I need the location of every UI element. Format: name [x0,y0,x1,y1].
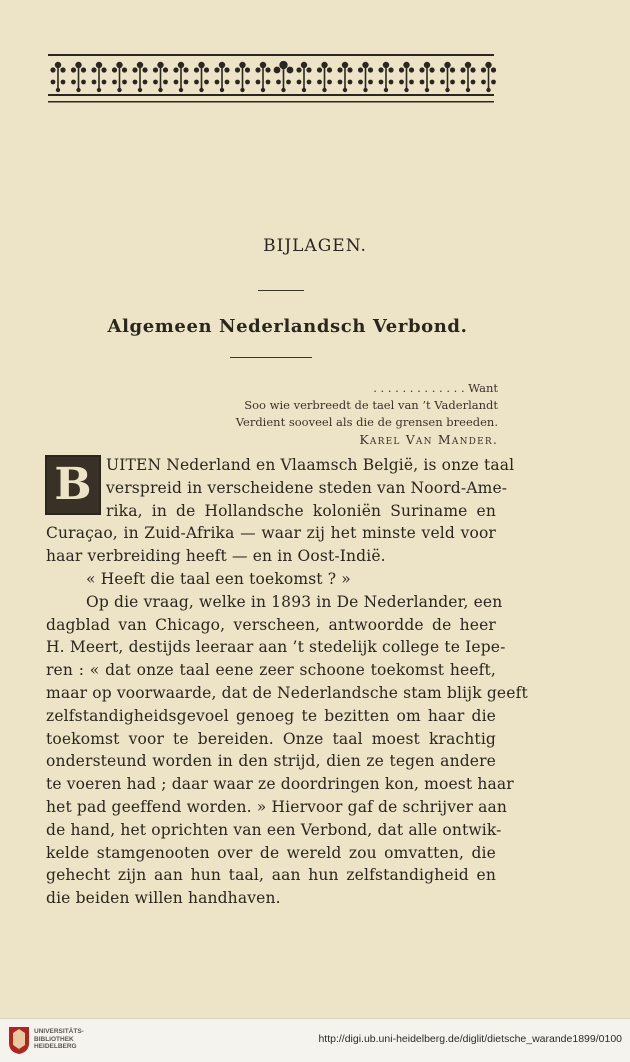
text-line: te voeren had ; daar waar ze doordringen kon, moest haar [46,775,514,794]
ornament-flourish [306,67,311,72]
ornament-flourish [219,62,225,68]
text-line: rika, in de Hollandsche koloniën Suriname en [106,501,496,520]
ornament-flourish [143,80,148,85]
body-text [46,454,528,910]
ornament-flourish [429,67,434,72]
ornament-flourish [327,80,332,85]
ornament-flourish [467,68,469,88]
ornament-flourish [384,88,388,92]
ornament-flourish [450,80,455,85]
text-line: verspreid in verscheidene steden van Noord-Ame- [106,478,508,497]
text-line: « Heeft die taal een toekomst ? » [86,569,351,588]
ornament-flourish [368,67,373,72]
ornament-flourish [174,80,179,85]
ornament-flourish [71,80,76,85]
ornament-flourish [385,68,387,88]
ornament-flourish [173,67,178,72]
ornament-flourish [201,68,203,88]
text-line: maar op voorwaarde, dat de Nederlandsche stam blijk geeft [46,683,528,702]
ornament-flourish [327,67,332,72]
ornament-flourish [466,88,470,92]
ornament-flourish [160,68,162,88]
ornament-flourish [194,80,199,85]
ornament-flourish [324,68,326,88]
ornament-flourish [286,80,291,85]
ornament-flourish [363,88,367,92]
ornament-flourish [460,67,465,72]
ornament-flourish [71,67,76,72]
ornament-flourish [96,62,102,68]
text-line: H. Meert, destijds leeraar aan ’t stedelijk college te Iepe- [46,638,506,657]
ornament-flourish [112,67,117,72]
ornament-flourish [409,67,414,72]
ornament-flourish [163,67,168,72]
ornament-flourish [98,68,100,88]
ornament-flourish [56,88,60,92]
ornament-flourish [343,88,347,92]
text-line: zelfstandigheidsgevoel genoeg te bezitten om haar die [46,706,496,725]
ornament-flourish [348,80,353,85]
ornament-flourish [183,67,188,72]
ornament-flourish [424,62,430,68]
ornament-flourish [440,80,445,85]
ornament-flourish [488,68,490,88]
ornament-flourish [178,62,184,68]
ornament-flourish [261,88,265,92]
text-line: Curaçao, in Zuid-Afrika — waar zij het minste veld voor [46,524,496,543]
ornament-flourish [119,68,121,88]
ornament-flourish [76,88,80,92]
ornament-flourish [358,67,363,72]
text-line: kelde stamgenooten over de wereld zou omvatten, die [46,843,496,862]
ornament-flourish [337,67,342,72]
ornament-flourish [157,62,163,68]
ornament-flourish [163,80,168,85]
ornament-flourish [399,80,404,85]
ornament-flourish [139,68,141,88]
ornament-flourish [221,68,223,88]
text-line: toekomst voor te bereiden. Onze taal moest krachtig [46,729,496,748]
ornament-flourish [117,88,121,92]
ornament-flourish [419,67,424,72]
ornament-flourish [55,62,61,68]
ornament-flourish [75,62,81,68]
ornament-flourish [344,68,346,88]
ornament-flourish [220,88,224,92]
permalink[interactable]: http://digi.ub.uni-heidelberg.de/diglit/dietsche_warande1899/0100 [318,1033,622,1045]
ornament-flourish [440,67,445,72]
ornament-flourish [78,68,80,88]
ornament-flourish [491,80,496,85]
ornament-flourish [198,62,204,68]
ornament-flourish [214,67,219,72]
ornament-flourish [240,88,244,92]
ornament-flourish [450,67,455,72]
ornament-flourish [287,67,294,74]
ornament-flourish [235,67,240,72]
text-line: het pad geeffend worden. » Hiervoor gaf de schrijver aan [46,797,508,816]
ornament-flourish [470,67,475,72]
ornament-flourish [60,67,65,72]
text-line: die beiden willen handhaven. [46,889,281,908]
ornament-flourish [283,68,285,88]
ornament-flourish [383,62,389,68]
ornament-flourish [485,62,491,68]
ornament-flourish [301,62,307,68]
ornament-flourish [266,80,271,85]
ornament-flourish [403,62,409,68]
ornament-flourish [97,88,101,92]
ornament-flourish [245,80,250,85]
ornament-flourish [321,62,327,68]
ornament-flourish [426,68,428,88]
ornament-flourish [342,62,348,68]
ornament-flourish [481,67,486,72]
text-line: dagblad van Chicago, verscheen, antwoordde de heer [46,615,496,634]
ornament-flourish [358,80,363,85]
ornament-flourish [338,80,343,85]
ornament-flourish [116,62,122,68]
ornament-flourish [137,62,143,68]
ornament-flourish [296,67,301,72]
ornament-flourish [57,68,59,88]
ornament-flourish [102,80,107,85]
epigraph-line: . . . . . . . . . . . . . Want [373,381,498,395]
ornament-flourish [362,62,368,68]
ornament-flourish [279,61,287,69]
text-line: de hand, het oprichten van een Verbond, dat alle ontwik- [46,820,502,839]
ornament-flourish [302,88,306,92]
text-line: Op die vraag, welke in 1893 in De Nederlander, een [86,592,503,611]
ornament-flourish [101,67,106,72]
ornament-flourish [194,67,199,72]
ornament-flourish [153,67,158,72]
university-seal-icon [8,1025,30,1055]
ornament-flourish [61,80,66,85]
article-title: Algemeen Nederlandsch Verbond. [107,316,468,337]
ornament-flourish [256,80,261,85]
ornament-flourish [153,80,158,85]
ornament-flourish [444,62,450,68]
text-line: gehecht zijn aan hun taal, aan hun zelfstandigheid en [46,866,496,885]
ornament-flourish [365,68,367,88]
ornament-flourish [317,67,322,72]
ornament-flourish [81,67,86,72]
ornament-flourish [142,67,147,72]
ornament-flourish [471,80,476,85]
ornament-flourish [245,67,250,72]
ornament-flourish [224,67,229,72]
ornament-flourish [303,68,305,88]
epigraph [236,380,498,448]
ornament-flourish [51,80,56,85]
ornament-flourish [158,88,162,92]
ornament-flourish [379,80,384,85]
ornament-flourish [239,62,245,68]
epigraph-author: Karel Van Mander. [359,432,498,447]
ornament-flourish [179,88,183,92]
ornament-flourish [92,80,97,85]
ornament-flourish [50,67,55,72]
title-rule [230,357,312,358]
ornament-flourish [425,88,429,92]
ornament-flourish [204,67,209,72]
text-line: ren : « dat onze taal eene zeer schoone toekomst heeft, [46,661,496,680]
ornament-flourish [215,80,220,85]
heading-rule [258,290,304,291]
ornament-flourish [447,68,449,88]
ornament-flourish [317,80,322,85]
ornament-flourish [225,80,230,85]
ornament-flourish [138,88,142,92]
floral-ornament-band [46,46,496,106]
ornament-flourish [491,67,496,72]
epigraph-line: Soo wie verbreedt de tael van ’t Vaderlandt [244,398,498,412]
ornament-flourish [404,88,408,92]
ornament-flourish [265,67,270,72]
text-line: ondersteund worden in den strijd, dien ze tegen andere [46,752,496,771]
text-line: UITEN Nederland en Vlaamsch België, is onze taal [106,456,515,474]
ornament-flourish [409,80,414,85]
ornament-flourish [122,67,127,72]
ornament-flourish [461,80,466,85]
ornament-flourish [486,88,490,92]
section-heading: BIJLAGEN. [263,236,367,256]
ornament-flourish [262,68,264,88]
ornament-flourish [184,80,189,85]
ornament-flourish [388,67,393,72]
ornament-flourish [322,88,326,92]
ornament-flourish [406,68,408,88]
ornament-flourish [122,80,127,85]
ornament-flourish [281,88,285,92]
ornament-flourish [180,68,182,88]
ornament-flourish [347,67,352,72]
ornament-flourish [465,62,471,68]
ornament-flourish [274,67,281,74]
ornament-flourish [297,80,302,85]
ornament-flourish [445,88,449,92]
drop-cap: B [45,455,101,515]
ornament-flourish [389,80,394,85]
ornament-flourish [399,67,404,72]
epigraph-line: Verdient sooveel als die de grensen breeden. [235,415,498,429]
ornament-flourish [420,80,425,85]
ornament-flourish [242,68,244,88]
ornament-flourish [132,67,137,72]
ornament-flourish [307,80,312,85]
ornament-flourish [255,67,260,72]
ornament-flourish [378,67,383,72]
ornament-flourish [430,80,435,85]
ornament-flourish [368,80,373,85]
viewer-footer [0,1018,630,1062]
ornament-flourish [81,80,86,85]
ornament-flourish [276,80,281,85]
ornament-flourish [199,88,203,92]
ornament-flourish [260,62,266,68]
library-name: UNIVERSITÄTS- BIBLIOTHEK HEIDELBERG [34,1028,84,1050]
text-line: haar verbreiding heeft — en in Oost-Indië. [46,547,386,566]
ornament-flourish [481,80,486,85]
ornament-flourish [133,80,138,85]
ornament-flourish [91,67,96,72]
ornament-flourish [204,80,209,85]
ornament-flourish [112,80,117,85]
ornament-flourish [235,80,240,85]
